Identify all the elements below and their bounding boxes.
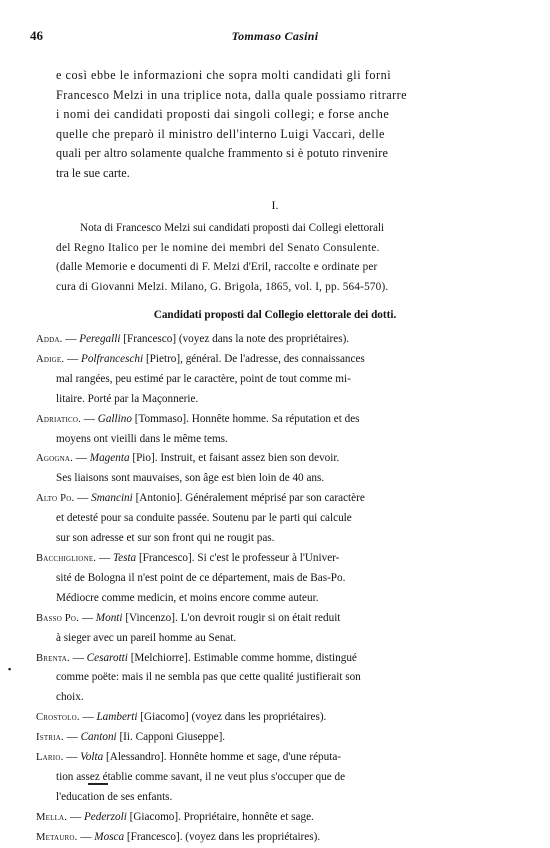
text-line: quali per altro solamente qualche frammento si è potuto rinvenire [56,146,389,160]
entry-place: Brenta. [36,652,70,664]
entry-place: Basso Po. [36,612,80,624]
list-item [36,489,526,549]
list-item [36,708,526,728]
entry-dash: — [80,412,98,425]
list-item [36,350,526,410]
entry-name: Cantoni [80,731,117,744]
entry-dash: — [63,751,81,764]
entry-first-line [36,728,526,748]
entry-first-line [36,410,526,430]
entry-first-line [36,549,526,569]
entry-dash: — [67,810,84,823]
entry-continuation-line: l'education de ses enfants. [56,790,173,803]
list-item [36,449,526,489]
entry-first-line [36,449,526,469]
running-head: Tommaso Casini [231,29,319,43]
entry-name: Monti [95,611,123,624]
text-line: cura di Giovanni Melzi. Milano, G. Brigola, 1865, vol. I, pp. 564-570). [56,280,389,293]
entry-dash: — [62,333,80,345]
entry-first-line [36,649,526,669]
entry-place: Agogna. [36,453,73,465]
entry-name: Polfranceschi [81,352,144,365]
entry-first-line [36,808,526,828]
list-item [36,609,526,649]
entry-text: [Giacomo] (voyez dans les propriétaires). [137,711,327,724]
section-numeral: I. [271,198,279,212]
entry-text: [Pietro], général. De l'adresse, des connaissances [143,352,365,365]
entry-dash: — [72,452,90,465]
entry-dash: — [79,711,97,724]
margin-mark: ▪ [8,664,12,674]
entry-name: Pederzoli [83,810,127,823]
entry-continuation-line: sité de Bologna il n'est point de ce département, mais de Bas-Po. [56,571,346,584]
entry-dash: — [74,492,92,505]
text-line: Nota di Francesco Melzi sui candidati proposti dai Collegi elettorali [80,222,385,234]
entry-place: Adige. [36,353,65,365]
entry-continuation-line: sur son adresse et sur son front qui ne rougit pas. [56,532,275,545]
entry-text: [Giacomo]. Propriétaire, honnête et sage. [126,810,314,823]
entry-text: [Francesco] (voyez dans la note des propriétaires). [120,333,350,345]
text-line: quelle che preparò il ministro dell'interno Luigi Vaccari, delle [56,126,385,141]
entry-name: Cesarotti [86,651,128,664]
entry-place: Mella. [36,811,68,823]
entry-text: [Pio]. Instruit, et faisant assez bien son devoir. [129,452,340,465]
list-item [36,728,526,748]
entry-dash: — [79,611,96,624]
entry-name: Testa [112,551,137,564]
page-number: 46 [30,28,43,43]
list-item [36,808,526,828]
entry-text: [Ii. Capponi Giuseppe]. [116,731,226,744]
entry-name: Mosca [94,830,125,843]
entry-text: [Francesco]. Si c'est le professeur à l'Univer- [136,551,340,564]
list-item [36,828,526,848]
entry-name: Gallino [97,412,132,425]
entry-place: Adriatico. [36,413,81,425]
text-line: del Regno Italico per le nomine dei membri del Senato Consulente. [56,241,380,254]
entry-text: [Antonio]. Généralement méprisé par son caractère [132,492,365,505]
source-note [56,219,528,297]
list-item [36,410,526,450]
entry-first-line [36,489,526,509]
entry-dash: — [69,651,87,664]
entry-first-line [36,609,526,629]
entry-place: Adda. [36,334,63,345]
entry-first-line [36,708,526,728]
intro-paragraph [56,66,526,183]
entry-continuation-line: Médiocre comme medicin, et moins encore comme auteur. [56,591,319,604]
text-line: tra le sue carte. [56,165,130,180]
entry-continuation-line: tion assez établie comme savant, il ne veut plus s'occuper que de [56,770,346,783]
entry-dash: — [96,551,113,564]
entry-name: Peregalli [79,333,121,345]
text-line: (dalle Memorie e documenti di F. Melzi d'Eril, raccolte e ordinate per [56,261,378,273]
entry-continuation-line: à sieger avec un pareil homme au Senat. [56,631,237,644]
entry-continuation-line: litaire. Porté par la Maçonnerie. [56,392,199,405]
entry-first-line [36,330,526,350]
entry-text: [Francesco]. (voyez dans les propriétaires). [124,830,321,843]
entry-dash: — [77,830,95,843]
entry-continuation-line: choix. [56,691,84,704]
list-subtitle: Candidati proposti dal Collegio elettorale dei dotti. [153,309,397,321]
entry-continuation-line: moyens ont vieilli dans le même tems. [56,432,228,445]
list-item [36,549,526,609]
entry-name: Smancini [91,492,133,505]
entry-place: Lario. [36,752,64,764]
entry-first-line [36,828,526,848]
list-item [36,330,526,350]
entry-place: Bacchiglione. [36,552,97,564]
entry-continuation-line: Ses liaisons sont mauvaises, son âge est bien loin de 40 ans. [56,472,325,485]
footnote-rule [88,778,108,785]
entry-place: Metauro. [36,831,78,843]
entry-dash: — [64,352,81,365]
text-line: i nomi dei candidati proposti dai singoli collegi; e forse anche [56,107,390,121]
entry-first-line [36,748,526,768]
list-item [36,748,526,808]
entry-first-line [36,350,526,370]
entry-text: [Vincenzo]. L'on devroit rougir si on était reduit [122,611,341,624]
entry-continuation-line: mal rangées, peu estimé par le caractère, point de tout comme mi- [56,372,351,385]
entry-place: Istria. [36,732,64,744]
entry-text: [Melchiorre]. Estimable comme homme, distingué [127,651,357,664]
entry-name: Magenta [89,452,130,465]
entry-text: [Alessandro]. Honnête homme et sage, d'une réputa- [103,751,342,764]
entry-place: Crostolo. [36,712,80,724]
entry-place: Alto Po. [36,493,75,505]
text-line: Francesco Melzi in una triplice nota, dalla quale possiamo ritrarre [56,87,407,102]
entry-name: Lamberti [96,711,138,724]
entry-continuation-line: et detesté pour sa conduite passée. Soutenu par le parti qui calcule [56,512,352,525]
list-item [36,649,526,709]
entry-text: [Tommaso]. Honnête homme. Sa réputation et des [131,412,360,425]
entry-dash: — [63,731,81,744]
entry-name: Volta [80,751,104,764]
candidate-list [36,330,526,848]
entry-continuation-line: comme poëte: mais il ne sembla pas que cette qualité justifierait son [56,671,361,684]
text-line: e così ebbe le informazioni che sopra molti candidati gli fornì [56,68,392,82]
